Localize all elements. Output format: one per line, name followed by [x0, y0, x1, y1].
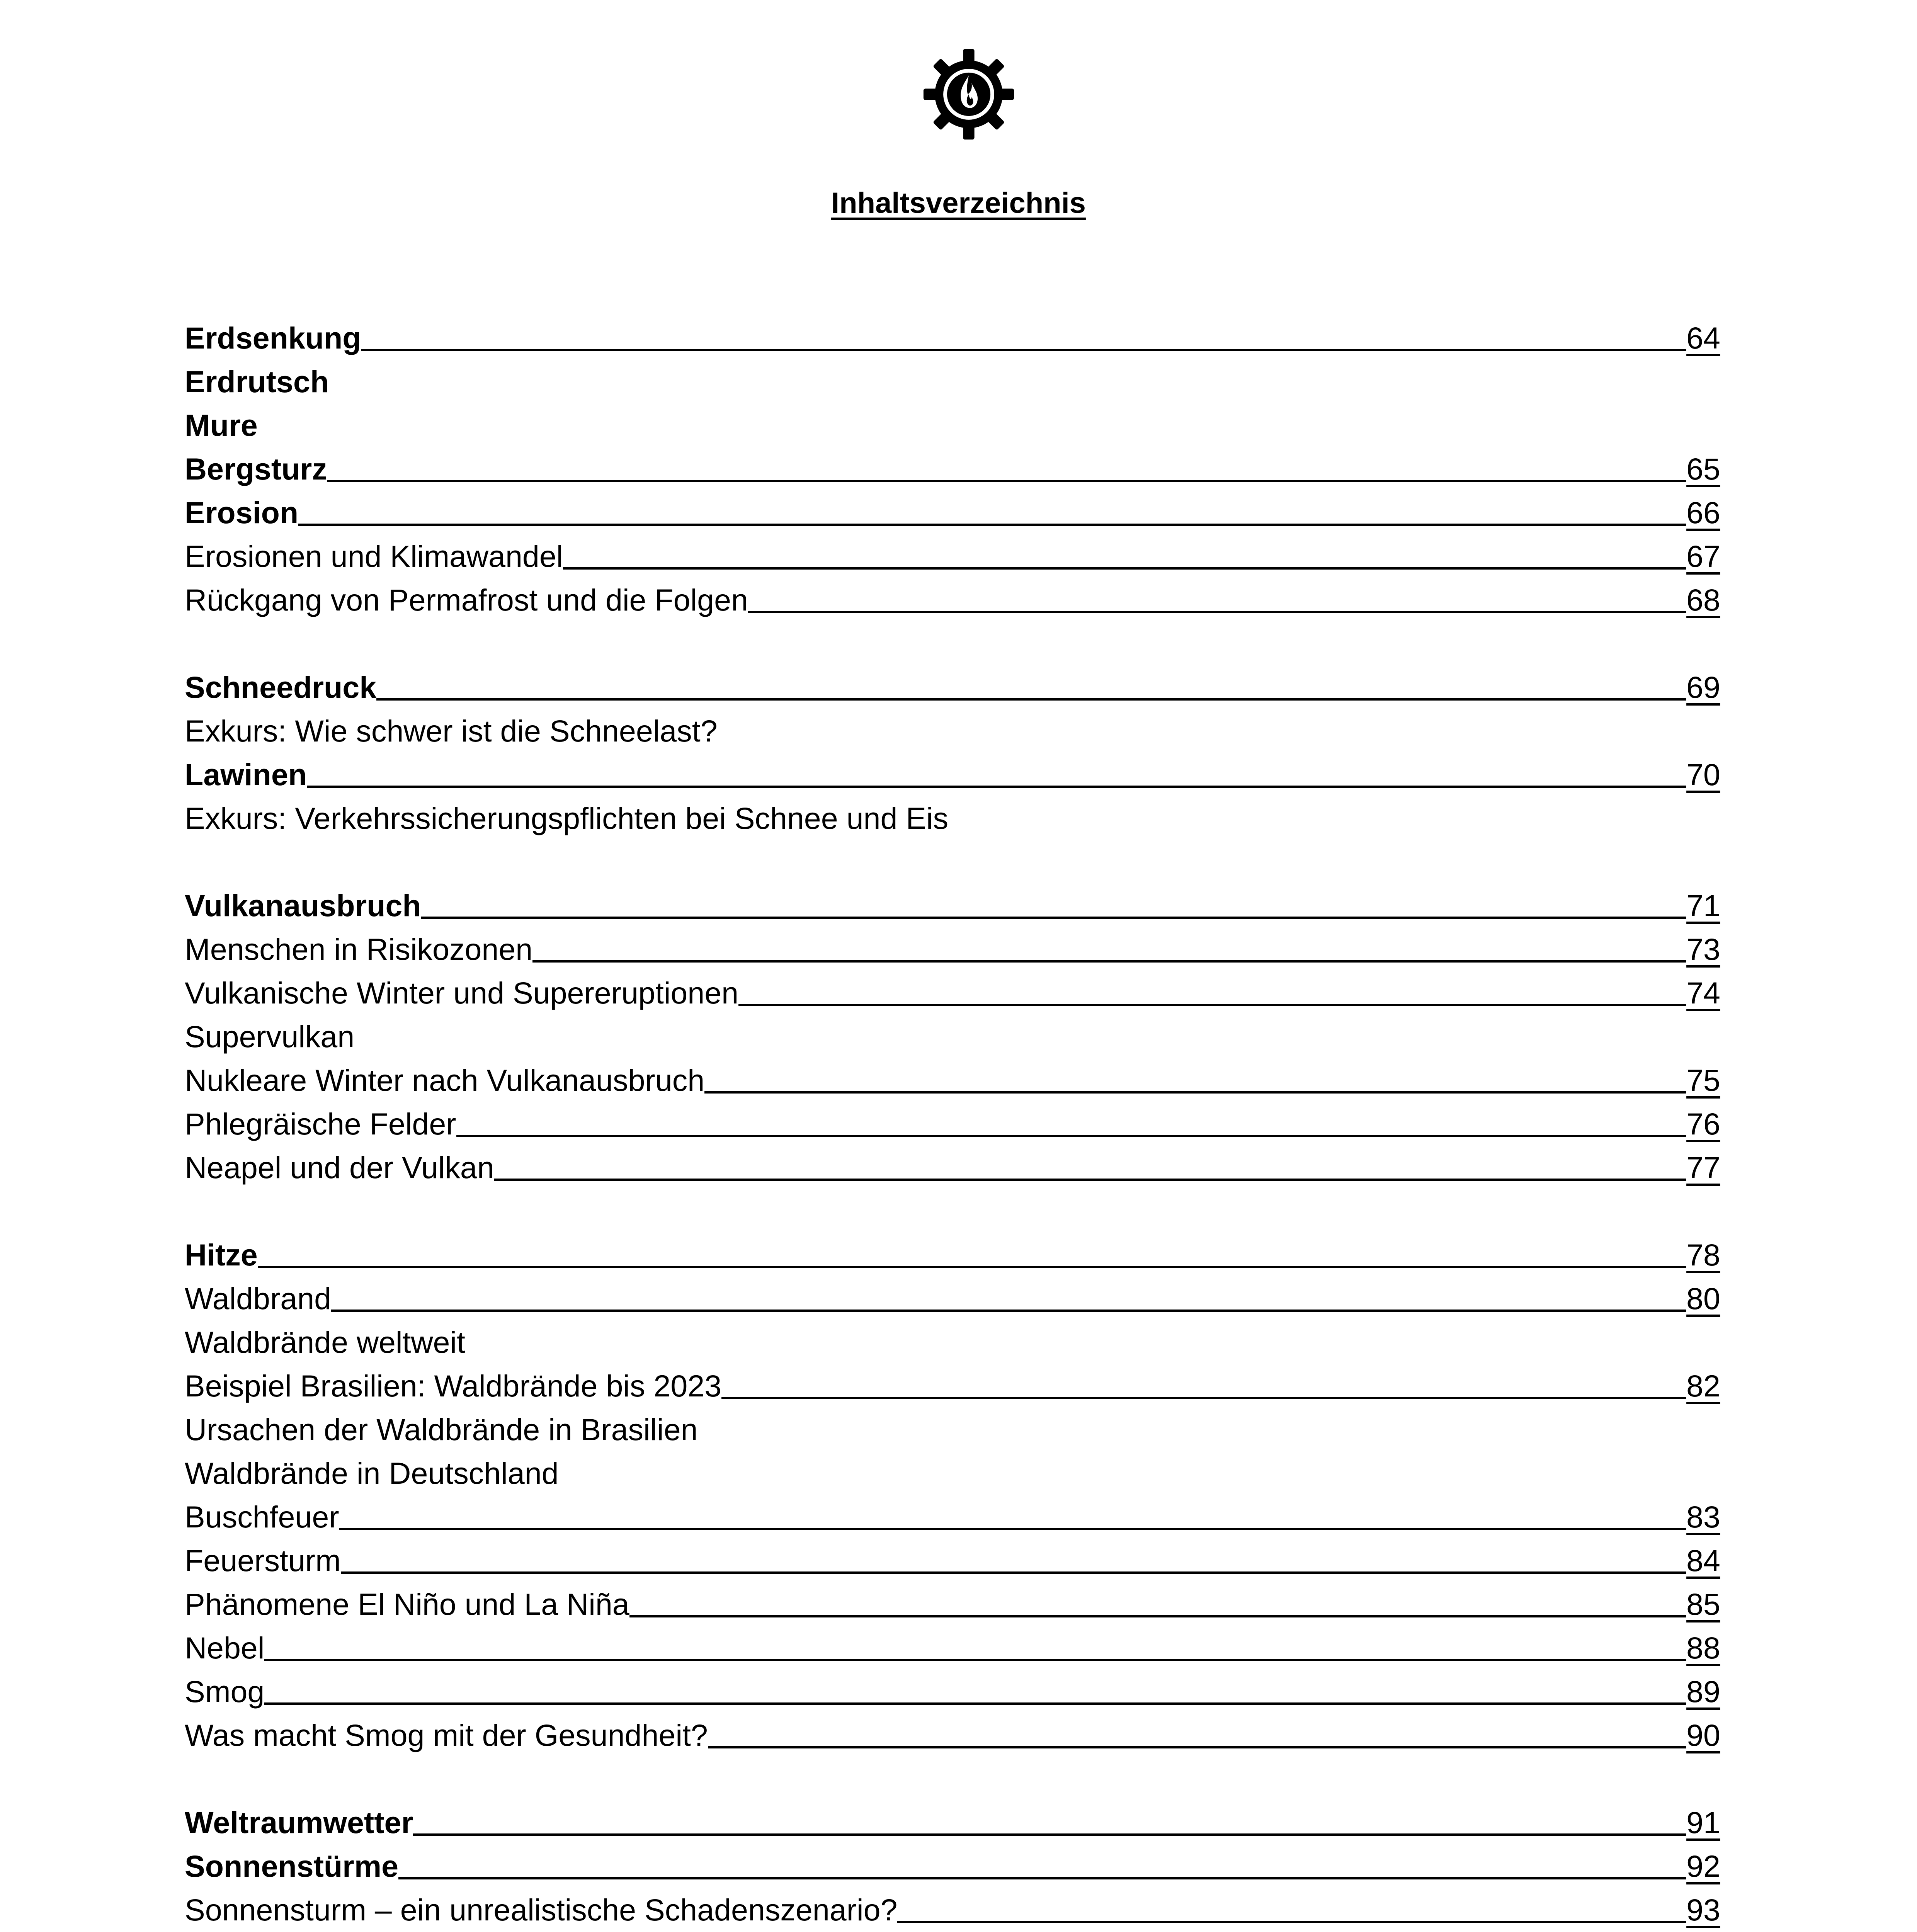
toc-entry-page: 68 [1686, 583, 1720, 617]
toc-leader-line [264, 1659, 1686, 1661]
toc-leader-line [258, 1266, 1686, 1268]
toc-entry-label: Hitze [185, 1238, 258, 1272]
toc-entry-label: Smog [185, 1674, 265, 1709]
toc-entry[interactable] [185, 706, 1720, 750]
toc-leader-line [456, 1135, 1687, 1137]
toc-entry[interactable] [185, 1754, 1720, 1841]
toc-entry-label: Erosionen und Klimawandel [185, 539, 563, 573]
toc-entry[interactable] [185, 1361, 1720, 1405]
toc-entry-label: Menschen in Risikozonen [185, 932, 533, 966]
toc-entry[interactable] [185, 1885, 1720, 1929]
toc-entry[interactable] [185, 1579, 1720, 1623]
toc-entry-page: 74 [1686, 976, 1720, 1010]
toc-entry-label: Supervulkan [185, 1019, 355, 1054]
toc-leader-line [738, 1004, 1686, 1006]
toc-entry-label: Sonnensturm – ein unrealistische Schadenszenario? [185, 1893, 898, 1927]
toc-leader-line [264, 1702, 1686, 1705]
toc-entry-page: 76 [1686, 1107, 1720, 1141]
toc-entry[interactable] [185, 1710, 1720, 1754]
toc-entry-label: Nukleare Winter nach Vulkanausbruch [185, 1063, 705, 1097]
toc-leader-line [721, 1397, 1686, 1399]
toc-leader-line [532, 960, 1686, 963]
page-title: Inhaltsverzeichnis [831, 187, 1086, 219]
toc-leader-line [398, 1877, 1686, 1879]
toc-leader-line [494, 1179, 1686, 1181]
toc-entry-page: 80 [1686, 1281, 1720, 1316]
toc-entry-page: 64 [1686, 321, 1720, 355]
toc-entry-label: Ursachen der Waldbrände in Brasilien [185, 1412, 698, 1447]
toc-entry[interactable] [185, 1012, 1720, 1055]
toc-entry-page: 82 [1686, 1369, 1720, 1403]
toc-leader-line [897, 1921, 1686, 1923]
toc-leader-line [327, 480, 1686, 482]
toc-entry[interactable] [185, 1492, 1720, 1536]
toc-entry[interactable] [185, 750, 1720, 793]
toc-leader-line [331, 1310, 1686, 1312]
toc-entry[interactable] [185, 357, 1720, 400]
toc-entry-label: Vulkanausbruch [185, 888, 421, 923]
toc-entry-label: Neapel und der Vulkan [185, 1150, 494, 1185]
toc-entry-label: Nebel [185, 1631, 265, 1665]
toc-entry-label: Sonnenstürme [185, 1849, 399, 1883]
toc-entry[interactable] [185, 793, 1720, 837]
toc-entry-page: 92 [1686, 1849, 1720, 1883]
toc-entry[interactable] [185, 531, 1720, 575]
toc-entry-label: Phlegräische Felder [185, 1107, 456, 1141]
toc-entry-page: 83 [1686, 1500, 1720, 1534]
toc-leader-line [298, 524, 1686, 526]
toc-entry[interactable] [185, 575, 1720, 619]
toc-entry-label: Exkurs: Verkehrssicherungspflichten bei Schnee und Eis [185, 801, 949, 835]
toc-entry[interactable] [185, 1055, 1720, 1099]
toc-entry-label: Waldbrand [185, 1281, 332, 1316]
toc-entry-label: Phänomene El Niño und La Niña [185, 1587, 629, 1621]
toc-entry-label: Feuersturm [185, 1543, 341, 1578]
toc-entry[interactable] [185, 1623, 1720, 1667]
toc-leader-line [748, 611, 1686, 613]
table-of-contents [185, 313, 1720, 1932]
toc-entry[interactable] [185, 444, 1720, 488]
toc-entry-label: Bergsturz [185, 452, 327, 486]
toc-entry-page: 85 [1686, 1587, 1720, 1621]
toc-entry-label: Vulkanische Winter und Supereruptionen [185, 976, 739, 1010]
toc-entry[interactable] [185, 837, 1720, 924]
toc-entry-page: 69 [1686, 670, 1720, 704]
toc-leader-line [629, 1615, 1686, 1617]
toc-entry[interactable] [185, 1841, 1720, 1885]
toc-leader-line [341, 1571, 1686, 1574]
toc-entry[interactable] [185, 1448, 1720, 1492]
toc-entry-label: Buschfeuer [185, 1500, 339, 1534]
toc-entry[interactable] [185, 1274, 1720, 1317]
toc-entry[interactable] [185, 1929, 1720, 1932]
toc-leader-line [421, 917, 1686, 919]
toc-entry-label: Waldbrände weltweit [185, 1325, 465, 1359]
toc-entry-label: Waldbrände in Deutschland [185, 1456, 559, 1490]
toc-entry-label: Was macht Smog mit der Gesundheit? [185, 1718, 708, 1752]
toc-entry-label: Erdrutsch [185, 364, 329, 399]
toc-entry[interactable] [185, 1143, 1720, 1186]
toc-entry-page: 78 [1686, 1238, 1720, 1272]
toc-entry[interactable] [185, 1099, 1720, 1143]
toc-entry[interactable] [185, 1667, 1720, 1710]
toc-leader-line [339, 1528, 1686, 1530]
toc-entry-page: 90 [1686, 1718, 1720, 1752]
toc-entry-label: Erdsenkung [185, 321, 361, 355]
toc-entry-page: 71 [1686, 888, 1720, 923]
toc-entry[interactable] [185, 924, 1720, 968]
toc-entry[interactable] [185, 1317, 1720, 1361]
toc-leader-line [708, 1746, 1686, 1748]
toc-entry-label: Exkurs: Wie schwer ist die Schneelast? [185, 714, 718, 748]
toc-entry-page: 67 [1686, 539, 1720, 573]
toc-entry[interactable] [185, 313, 1720, 357]
toc-leader-line [361, 349, 1687, 351]
toc-entry-label: Weltraumwetter [185, 1805, 413, 1840]
toc-entry[interactable] [185, 488, 1720, 531]
toc-leader-line [413, 1833, 1686, 1836]
toc-entry-page: 65 [1686, 452, 1720, 486]
toc-entry-label: Beispiel Brasilien: Waldbrände bis 2023 [185, 1369, 722, 1403]
toc-entry-label: Erosion [185, 495, 299, 530]
toc-entry-page: 89 [1686, 1674, 1720, 1709]
toc-entry[interactable] [185, 400, 1720, 444]
toc-entry-label: Lawinen [185, 757, 307, 792]
toc-entry-page: 77 [1686, 1150, 1720, 1185]
toc-entry[interactable] [185, 619, 1720, 706]
toc-entry-page: 93 [1686, 1893, 1720, 1927]
toc-leader-line [704, 1091, 1686, 1094]
toc-entry[interactable] [185, 1405, 1720, 1448]
toc-leader-line [307, 786, 1686, 788]
toc-entry-page: 91 [1686, 1805, 1720, 1840]
toc-leader-line [563, 567, 1686, 570]
toc-leader-line [376, 698, 1686, 701]
toc-entry-page: 75 [1686, 1063, 1720, 1097]
toc-entry[interactable] [185, 968, 1720, 1012]
toc-entry-page: 88 [1686, 1631, 1720, 1665]
gear-flame-logo-icon [922, 47, 1016, 141]
toc-entry-label: Mure [185, 408, 258, 442]
toc-entry[interactable] [185, 1536, 1720, 1579]
toc-entry-page: 84 [1686, 1543, 1720, 1578]
toc-entry-page: 70 [1686, 757, 1720, 792]
toc-entry[interactable] [185, 1186, 1720, 1274]
toc-entry-page: 66 [1686, 495, 1720, 530]
toc-entry-page: 73 [1686, 932, 1720, 966]
toc-entry-label: Schneedruck [185, 670, 377, 704]
toc-entry-label: Rückgang von Permafrost und die Folgen [185, 583, 748, 617]
